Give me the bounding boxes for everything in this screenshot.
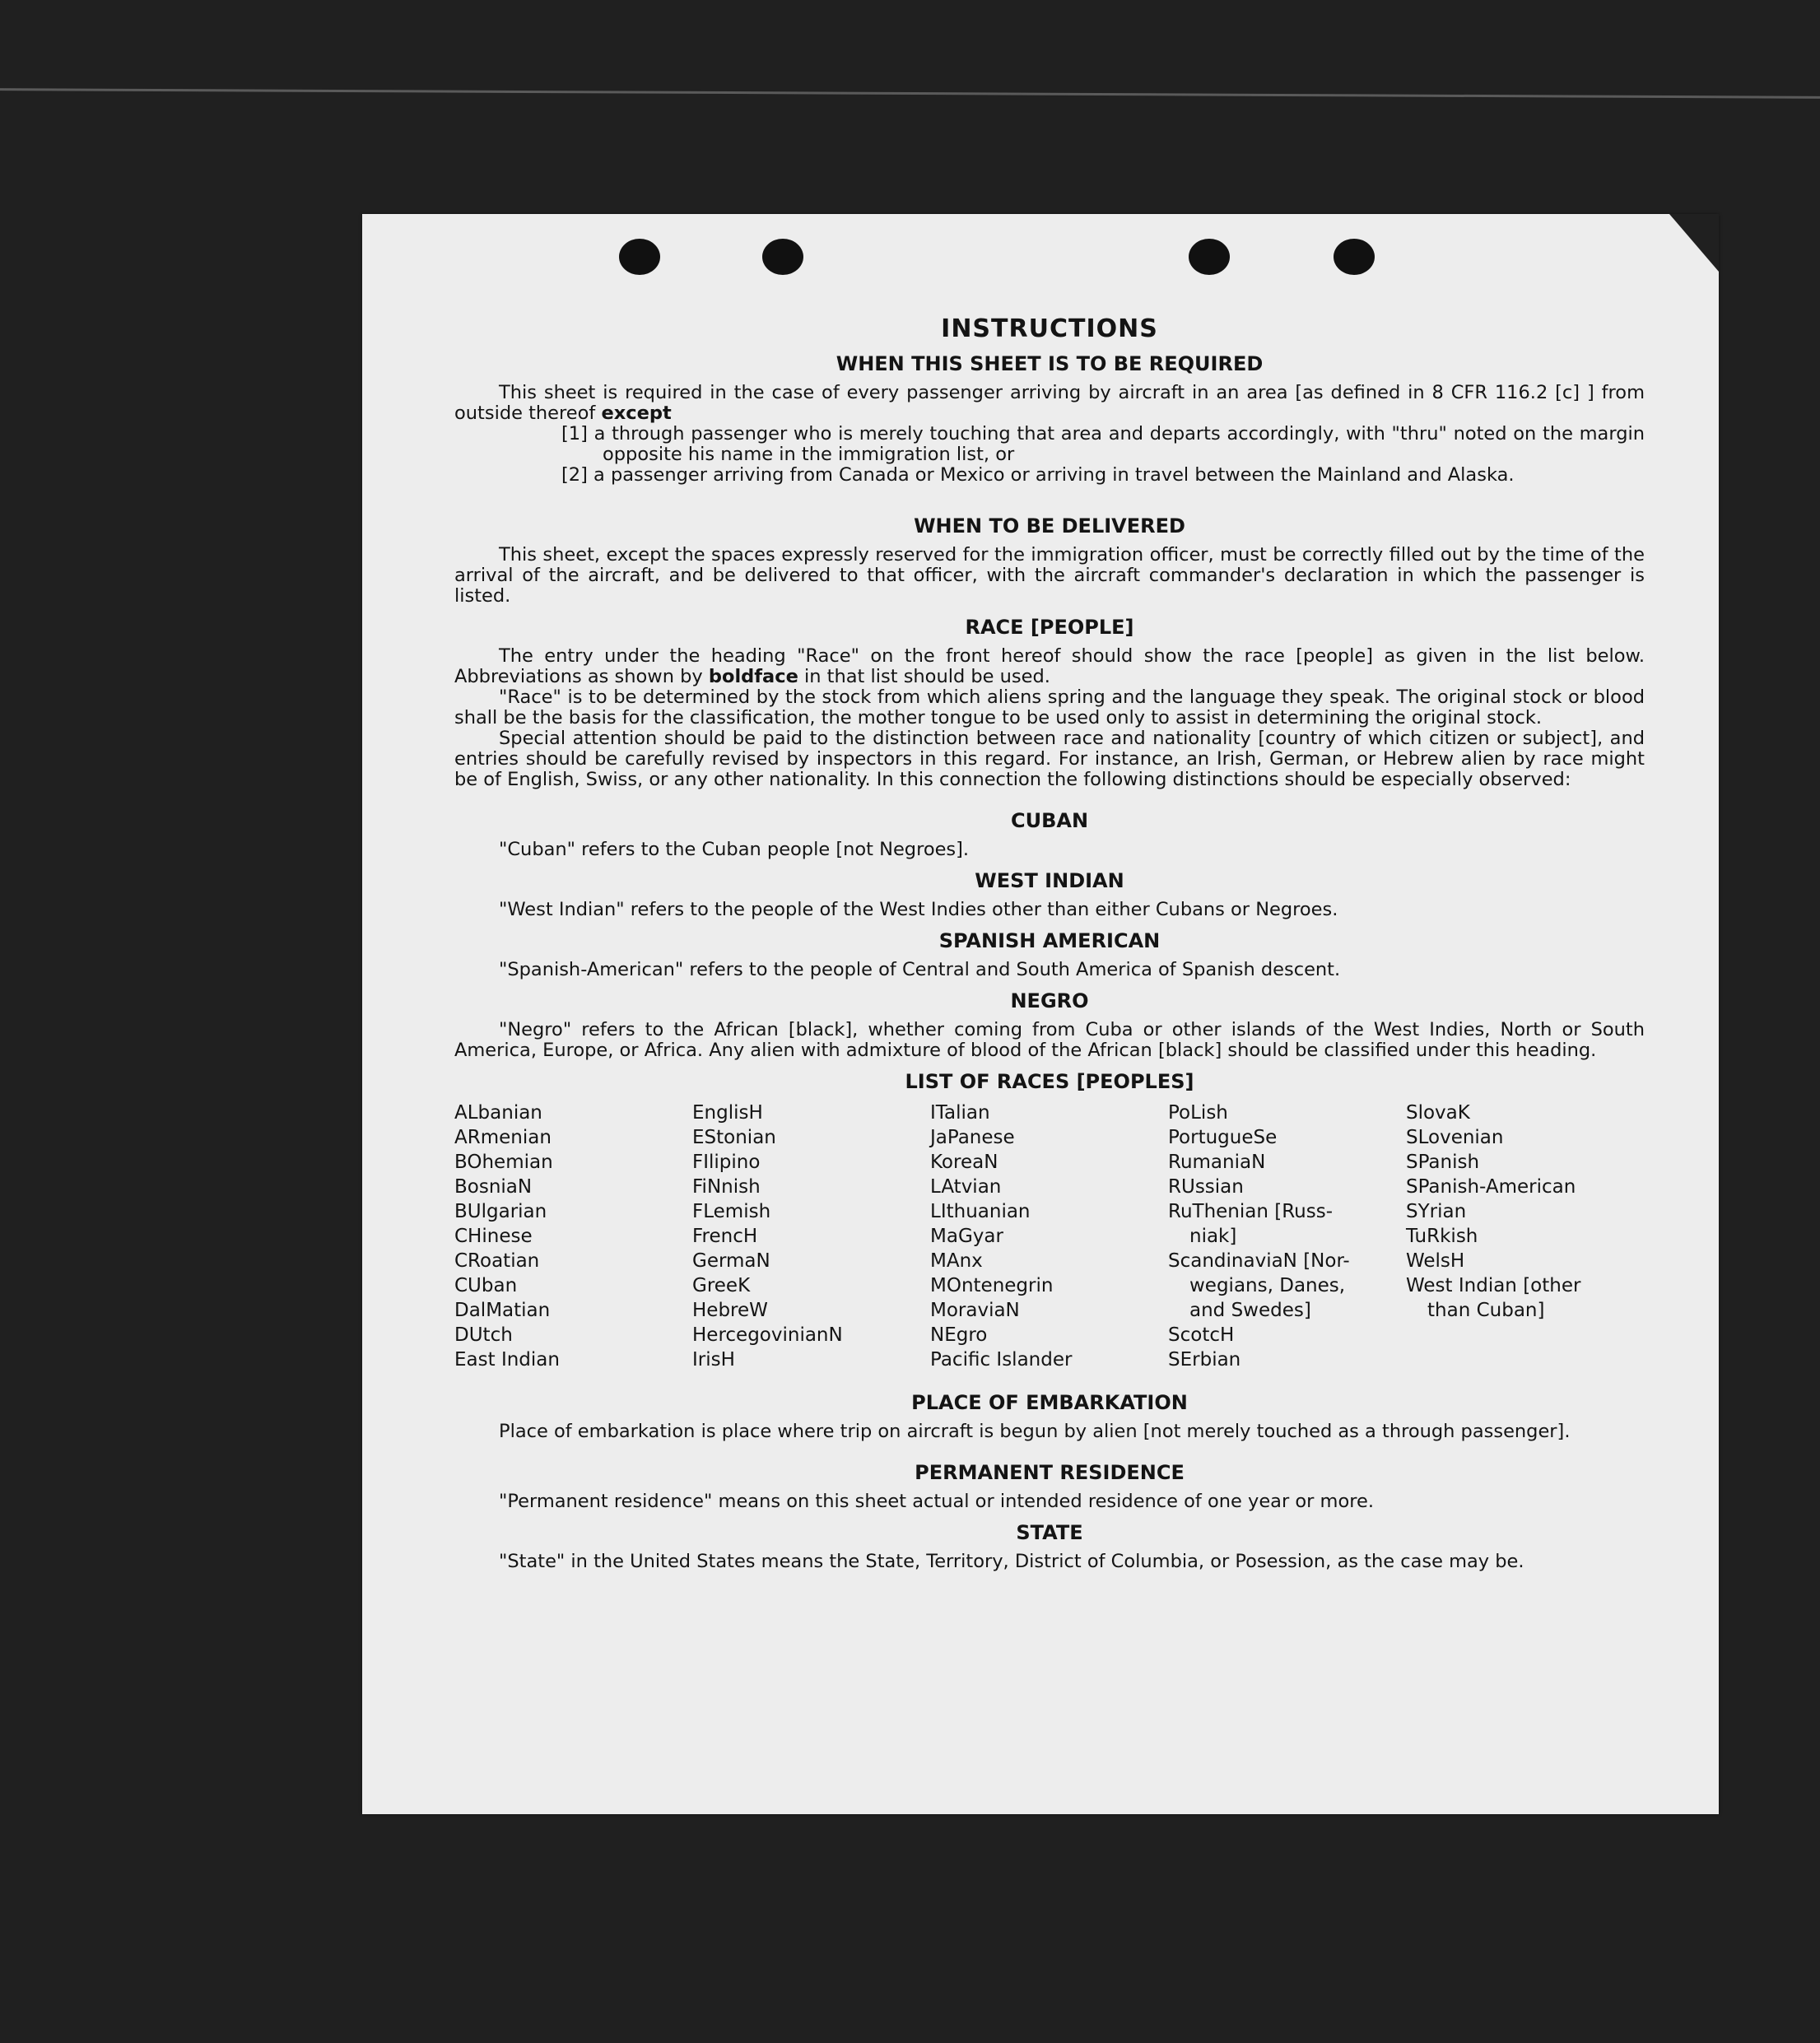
race-entry: Pacific Islander bbox=[930, 1349, 1073, 1371]
punch-hole bbox=[1189, 239, 1230, 275]
race-column-1 bbox=[454, 1101, 692, 1372]
section-heading-race: RACE [PEOPLE] bbox=[965, 616, 1134, 639]
section-heading-spanish-american: SPANISH AMERICAN bbox=[938, 929, 1161, 952]
race-entry: ITalian bbox=[930, 1102, 990, 1124]
race-entry: SlovaK bbox=[1406, 1102, 1470, 1124]
race-entry: PoLish bbox=[1168, 1102, 1228, 1124]
race-entry-continued: wegians, Danes, bbox=[1189, 1275, 1346, 1296]
race-entry: DUtch bbox=[454, 1324, 513, 1346]
sheet-content bbox=[454, 314, 1645, 1572]
cuban-text: "Cuban" refers to the Cuban people [not Negroes]. bbox=[499, 839, 970, 860]
race-p1-before: The entry under the heading "Race" on the front hereof should show the race [people] as given in the list below. Abbreviations as shown by bbox=[454, 645, 1645, 687]
race-entry: RuThenian [Russ- bbox=[1168, 1201, 1334, 1222]
section-heading-embarkation: PLACE OF EMBARKATION bbox=[911, 1391, 1188, 1414]
race-entry: TuRkish bbox=[1406, 1226, 1478, 1247]
spanish-american-text: "Spanish-American" refers to the people of Central and South America of Spanish descent. bbox=[499, 959, 1341, 980]
race-entry-continued: than Cuban] bbox=[1427, 1300, 1545, 1321]
race-entry: FrencH bbox=[692, 1226, 758, 1247]
punch-hole bbox=[619, 239, 660, 275]
race-entry: EnglisH bbox=[692, 1102, 763, 1124]
race-entry: BUlgarian bbox=[454, 1201, 547, 1222]
race-paragraph-3: Special attention should be paid to the distinction between race and nationality [country of which citizen or subject], and entries should be carefully revised by inspectors in this regard. For instance, an Irish, German, or Hebrew alien by race might be of English, Swiss, or any other nationality. In this connection the following distinctions should be especially observed: bbox=[454, 728, 1645, 790]
section-heading-required: WHEN THIS SHEET IS TO BE REQUIRED bbox=[836, 352, 1264, 375]
race-entry: MoraviaN bbox=[930, 1300, 1020, 1321]
race-entry: East Indian bbox=[454, 1349, 560, 1371]
race-entry: West Indian [other bbox=[1406, 1275, 1581, 1296]
boldface-word: boldface bbox=[708, 666, 798, 687]
except-word: except bbox=[601, 403, 672, 424]
race-entry: GreeK bbox=[692, 1275, 751, 1296]
race-entry: SLovenian bbox=[1406, 1127, 1504, 1148]
race-entry: CRoatian bbox=[454, 1250, 540, 1272]
race-entry: BosniaN bbox=[454, 1176, 533, 1198]
race-entry: NEgro bbox=[930, 1324, 988, 1346]
required-intro bbox=[454, 383, 1645, 424]
exception-item-2: [2] a passenger arriving from Canada or Mexico or arriving in travel between the Mainland and Alaska. bbox=[561, 464, 1515, 486]
race-entry: MOntenegrin bbox=[930, 1275, 1054, 1296]
instruction-sheet bbox=[362, 214, 1719, 1814]
race-paragraph-2: "Race" is to be determined by the stock from which aliens spring and the language they speak. The original stock or blood shall be the basis for the classification, the mother tongue to be used only to assist in determining the original stock. bbox=[454, 686, 1645, 728]
race-paragraph-1 bbox=[454, 646, 1645, 687]
residence-text: "Permanent residence" means on this sheet actual or intended residence of one year or more. bbox=[499, 1491, 1374, 1512]
race-entry: HebreW bbox=[692, 1300, 768, 1321]
race-column-3 bbox=[930, 1101, 1168, 1372]
race-entry: MaGyar bbox=[930, 1226, 1003, 1247]
race-entry: GermaN bbox=[692, 1250, 770, 1272]
section-heading-state: STATE bbox=[1016, 1521, 1083, 1544]
race-entry: LIthuanian bbox=[930, 1201, 1031, 1222]
race-entry: SPanish-American bbox=[1406, 1176, 1576, 1198]
punch-hole bbox=[762, 239, 803, 275]
delivered-text: This sheet, except the spaces expressly reserved for the immigration officer, must be correctly filled out by the time of the arrival of the aircraft, and be delivered to that officer, with the aircraft commander's declaration in which the passenger is listed. bbox=[454, 544, 1645, 607]
section-heading-delivered: WHEN TO BE DELIVERED bbox=[914, 514, 1185, 538]
race-entry: WelsH bbox=[1406, 1250, 1465, 1272]
torn-corner bbox=[1669, 214, 1719, 272]
race-entry: SPanish bbox=[1406, 1152, 1480, 1173]
race-column-2 bbox=[692, 1101, 930, 1372]
section-heading-race-list: LIST OF RACES [PEOPLES] bbox=[905, 1070, 1194, 1093]
page-title: INSTRUCTIONS bbox=[941, 314, 1158, 343]
race-entry: CUban bbox=[454, 1275, 518, 1296]
race-entry: ARmenian bbox=[454, 1127, 552, 1148]
exception-item-1: [1] a through passenger who is merely touching that area and departs accordingly, with "thru" noted on the margin opposite his name in the immigration list, or bbox=[561, 423, 1645, 465]
race-column-5 bbox=[1406, 1101, 1644, 1372]
race-entry: RumaniaN bbox=[1168, 1152, 1266, 1173]
punch-hole bbox=[1334, 239, 1375, 275]
required-intro-text: This sheet is required in the case of every passenger arriving by aircraft in an area [as defined in 8 CFR 116.2 [c] ] from outside thereof bbox=[454, 382, 1645, 424]
race-entry: DalMatian bbox=[454, 1300, 551, 1321]
race-entry: FiNnish bbox=[692, 1176, 761, 1198]
section-heading-residence: PERMANENT RESIDENCE bbox=[915, 1461, 1185, 1484]
section-heading-west-indian: WEST INDIAN bbox=[975, 869, 1124, 892]
race-entry: LAtvian bbox=[930, 1176, 1002, 1198]
race-entry: ALbanian bbox=[454, 1102, 542, 1124]
race-entry: RUssian bbox=[1168, 1176, 1244, 1198]
race-entry: ScotcH bbox=[1168, 1324, 1235, 1346]
race-entry: IrisH bbox=[692, 1349, 735, 1371]
race-column-4 bbox=[1168, 1101, 1406, 1372]
race-entry-continued: niak] bbox=[1189, 1226, 1237, 1247]
race-entry: EStonian bbox=[692, 1127, 776, 1148]
race-entry: HercegovinianN bbox=[692, 1324, 843, 1346]
negro-text: "Negro" refers to the African [black], whether coming from Cuba or other islands of the West Indies, North or South America, Europe, or Africa. Any alien with admixture of blood of the African [black] should be classified under this heading. bbox=[454, 1019, 1645, 1061]
race-entry: BOhemian bbox=[454, 1152, 553, 1173]
race-entry: FIlipino bbox=[692, 1152, 761, 1173]
race-entry: CHinese bbox=[454, 1226, 533, 1247]
race-entry: SErbian bbox=[1168, 1349, 1241, 1371]
race-entry: SYrian bbox=[1406, 1201, 1467, 1222]
section-heading-negro: NEGRO bbox=[1010, 989, 1089, 1012]
race-entry: KoreaN bbox=[930, 1152, 998, 1173]
race-entry: PortugueSe bbox=[1168, 1127, 1278, 1148]
race-entry: MAnx bbox=[930, 1250, 983, 1272]
race-entry: ScandinaviaN [Nor- bbox=[1168, 1250, 1350, 1272]
race-list bbox=[454, 1101, 1645, 1372]
west-indian-text: "West Indian" refers to the people of the West Indies other than either Cubans or Negroes. bbox=[499, 899, 1338, 920]
race-entry: JaPanese bbox=[930, 1127, 1015, 1148]
race-entry-continued: and Swedes] bbox=[1189, 1300, 1311, 1321]
race-entry: FLemish bbox=[692, 1201, 771, 1222]
embarkation-text: Place of embarkation is place where trip on aircraft is begun by alien [not merely touched as a through passenger]. bbox=[499, 1421, 1571, 1442]
race-p1-after: in that list should be used. bbox=[803, 666, 1050, 687]
section-heading-cuban: CUBAN bbox=[1010, 809, 1089, 832]
state-text: "State" in the United States means the State, Territory, District of Columbia, or Posession, as the case may be. bbox=[499, 1551, 1524, 1572]
